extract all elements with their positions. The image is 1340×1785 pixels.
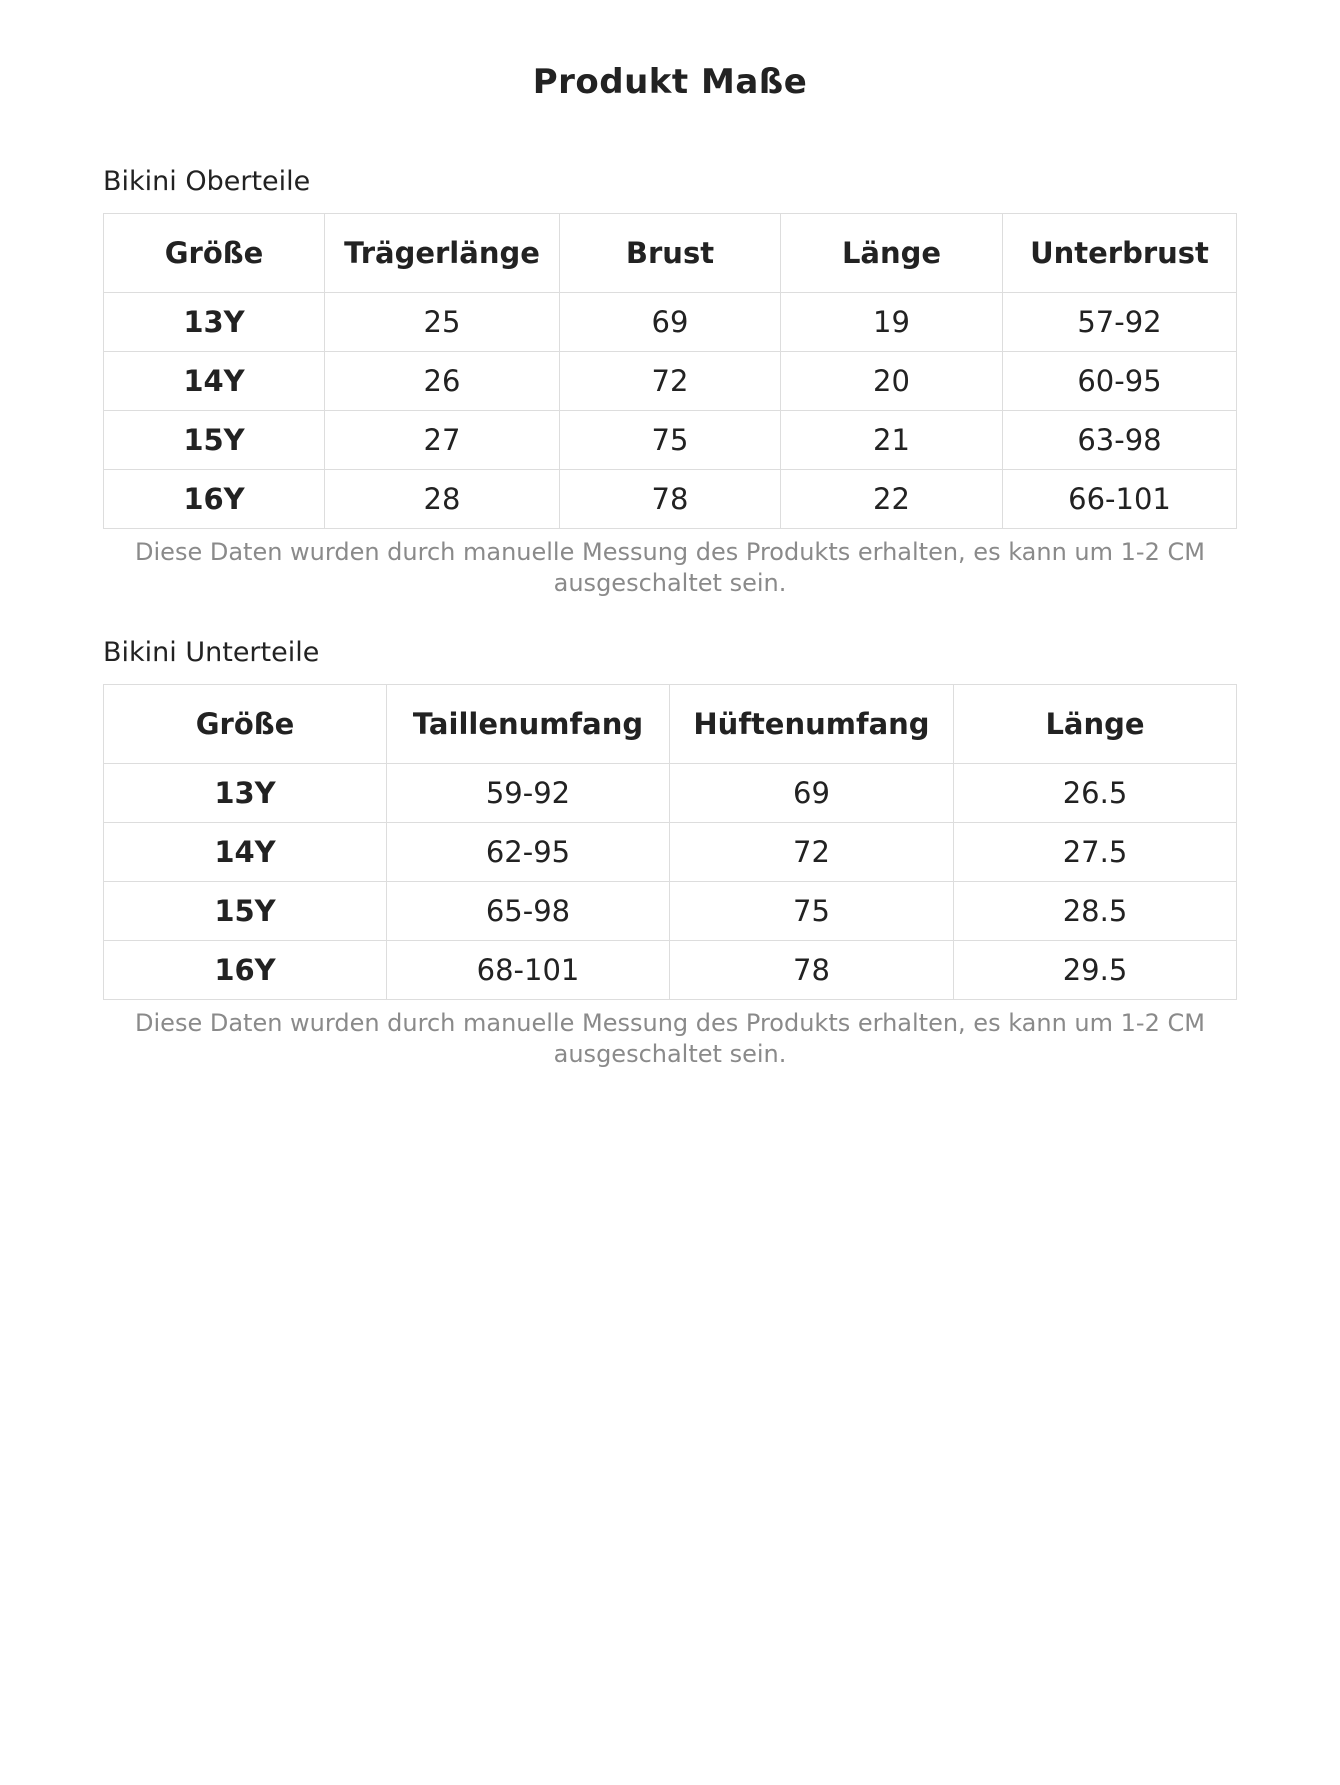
table-cell: 59-92 — [387, 764, 670, 823]
table-row — [104, 352, 1237, 411]
table-cell: 78 — [560, 470, 781, 529]
column-header: Länge — [781, 214, 1003, 293]
table-cell: 69 — [670, 764, 954, 823]
table-row — [104, 293, 1237, 352]
table-row — [104, 823, 1237, 882]
measurement-note-top: Diese Daten wurden durch manuelle Messung des Produkts erhalten, es kann um 1-2 CM ausgeschaltet sein. — [135, 538, 1205, 597]
table-cell: 29.5 — [954, 941, 1237, 1000]
table-cell: 78 — [670, 941, 954, 1000]
table-cell: 60-95 — [1003, 352, 1237, 411]
table-cell: 75 — [560, 411, 781, 470]
size-cell: 14Y — [104, 352, 325, 411]
table-cell: 68-101 — [387, 941, 670, 1000]
table-cell: 62-95 — [387, 823, 670, 882]
table-cell: 72 — [670, 823, 954, 882]
table-cell: 21 — [781, 411, 1003, 470]
size-cell: 16Y — [104, 470, 325, 529]
table-cell: 69 — [560, 293, 781, 352]
table-cell: 72 — [560, 352, 781, 411]
column-header: Hüftenumfang — [670, 685, 954, 764]
table-cell: 27.5 — [954, 823, 1237, 882]
size-cell: 15Y — [104, 411, 325, 470]
column-header: Brust — [560, 214, 781, 293]
table-cell: 28.5 — [954, 882, 1237, 941]
size-cell: 13Y — [104, 293, 325, 352]
table-header-row — [104, 214, 1237, 293]
table-cell: 63-98 — [1003, 411, 1237, 470]
table-cell: 28 — [325, 470, 560, 529]
table-cell: 75 — [670, 882, 954, 941]
bottom-size-table — [103, 684, 1237, 1000]
table-row — [104, 941, 1237, 1000]
size-cell: 14Y — [104, 823, 387, 882]
table-header-row — [104, 685, 1237, 764]
table-cell: 26 — [325, 352, 560, 411]
size-cell: 13Y — [104, 764, 387, 823]
size-cell: 16Y — [104, 941, 387, 1000]
table-cell: 57-92 — [1003, 293, 1237, 352]
table-row — [104, 882, 1237, 941]
table-cell: 20 — [781, 352, 1003, 411]
page-title: Produkt Maße — [532, 62, 808, 102]
measurement-note-bottom: Diese Daten wurden durch manuelle Messung des Produkts erhalten, es kann um 1-2 CM ausgeschaltet sein. — [135, 1009, 1205, 1068]
table-cell: 65-98 — [387, 882, 670, 941]
section-title-top: Bikini Oberteile — [103, 166, 311, 197]
table-cell: 66-101 — [1003, 470, 1237, 529]
column-header: Taillenumfang — [387, 685, 670, 764]
top-size-table — [103, 213, 1237, 529]
table-row — [104, 411, 1237, 470]
column-header: Größe — [104, 214, 325, 293]
table-cell: 19 — [781, 293, 1003, 352]
table-cell: 22 — [781, 470, 1003, 529]
table-cell: 25 — [325, 293, 560, 352]
table-cell: 27 — [325, 411, 560, 470]
size-cell: 15Y — [104, 882, 387, 941]
table-row — [104, 470, 1237, 529]
column-header: Trägerlänge — [325, 214, 560, 293]
column-header: Länge — [954, 685, 1237, 764]
column-header: Größe — [104, 685, 387, 764]
table-cell: 26.5 — [954, 764, 1237, 823]
column-header: Unterbrust — [1003, 214, 1237, 293]
section-title-bottom: Bikini Unterteile — [103, 637, 320, 668]
table-row — [104, 764, 1237, 823]
